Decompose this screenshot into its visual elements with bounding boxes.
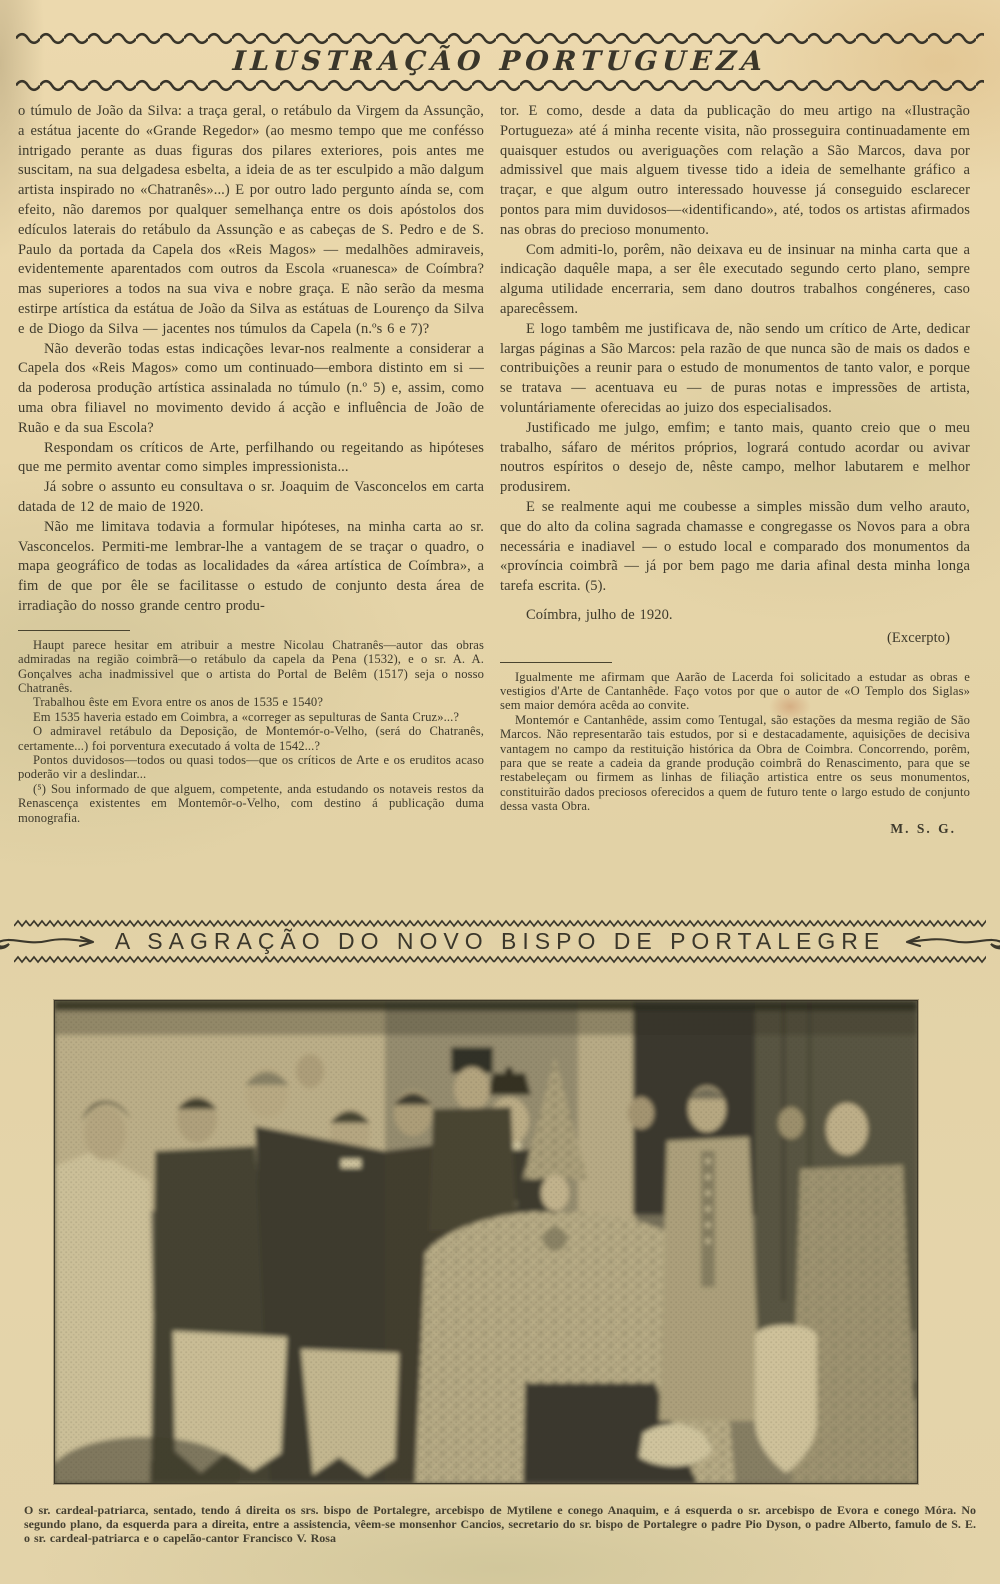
paragraph: o túmulo de João da Silva: a traça geral, o retábulo da Virgem da Assunção, a estátua jacente do «Grande Regedor» (ao mesmo tempo que me confésso intrigado perante as duas figuras dos pilares exteriores, pois antes me suscitam, na sua delgadesa esbelta, a ideia de as ter esculpido a mão dalgum artista inspirado no «Chatranês»...) E por outro lado pergunto aínda se, com efeito, não daremos por qualquer semelhança entre os dois apóstolos dos edículos laterais do retábulo da Assunção e as cabeças de S. Pedro e de S. Paulo da portada da Capela dos «Reis Magos» — medalhões admiraveis, evidentemente aparentados com outros da Escola «ruanesca» de Coímbra? mas superiores a todos na sua viva e nobre graça. E não serão da mesma estirpe artística da estátua de João da Silva as estátuas de Lourenço da Silva e de Diogo da Silva — jacentes nos túmulos da Capela (n.ºs 6 e 7)?: [18, 103, 484, 337]
footnote: Pontos duvidosos—todos ou quasi todos—que os críticos de Arte e os eruditos acaso poderão vir a deslindar...: [18, 752, 484, 782]
dateline: Coímbra, julho de 1920.: [526, 606, 673, 623]
paragraph: Com admiti-lo, porêm, não deixava eu de insinuar na minha carta que a indicação daquêle mapa, a ser êle executado segundo certo plano, sempre alguma utilidade encerraria, sem dano doutros trabalhos congéneres, caso aparecêssem.: [500, 241, 970, 317]
footnotes-right: [500, 670, 970, 814]
paragraph: Já sobre o assunto eu consultava o sr. Joaquim de Vasconcelos em carta datada de 12 de maio de 1920.: [18, 479, 484, 515]
paragraph: E se realmente aqui me coubesse a simples missão dum velho arauto, que do alto da colina sagrada chamasse e congregasse os Novos para a obra necessária e inadiavel — o estudo local e comparado dos monumentos da «província coimbrã — já por bem pago me daria afinal desta minha longa tarefa escrita. (5).: [500, 498, 970, 595]
paragraph: Respondam os críticos de Arte, perfilhando ou regeitando as hipóteses que me permito aventar como simples impressionista...: [18, 439, 484, 476]
zigzag-rule-bottom: [14, 955, 986, 964]
magazine-title: ILUSTRAÇÃO PORTUGUEZA: [231, 46, 769, 77]
wavy-rule-top: [16, 32, 984, 45]
consecration-photograph: [54, 1000, 918, 1484]
flourish-ornament-right: [901, 932, 1000, 952]
excerpt-signoff: (Excerpto): [887, 629, 950, 646]
paragraph: Justificado me julgo, emfim; e tanto mais, quanto creio que o meu trabalho, sáfaro de méritos próprios, logrará contudo acordar ou avivar noutros espíritos o desejo de, nêste campo, melhor labutarem e melhor produsirem.: [500, 419, 970, 496]
section-header: [14, 919, 986, 964]
footnote: Igualmente me afirmam que Aarão de Lacerda foi solicitado a estudar as obras e vestigios d'Arte de Cantanhêde. Faço votos por que o autor de «O Templo dos Siglas» sem maior demóra acêda ao convite.: [500, 669, 970, 713]
footnote: Em 1535 haveria estado em Coimbra, a «correger as sepulturas de Santa Cruz»...?: [33, 709, 460, 724]
masthead: [16, 32, 984, 92]
footnote: Trabalhou êste em Evora entre os anos de 1535 e 1540?: [33, 695, 324, 710]
zigzag-rule-top: [14, 919, 986, 928]
footnote: Montemór e Cantanhêde, assim como Tentugal, são estações da mesma região de São Marcos. Não representarão tais estudos, por si e destacadamente, aquisições de decisiva vantagem no campo da restituição histórica da Obra de Coimbra. Concorrendo, porêm, para que se reate a cadeia da grande produção coimbrã do Renascimento, para que se restabeleçam ou firmem as linhas de filiação artistica entre os seus monumentos, constituirão dados preciosos oferecidos a quem de futuro tente o largo estudo de conjunto dessa vasta Obra.: [500, 712, 970, 814]
section-title: A SAGRAÇÃO DO NOVO BISPO DE PORTALEGRE: [114, 928, 886, 954]
flourish-ornament-left: [0, 932, 99, 952]
author-initials: M. S. G.: [890, 820, 956, 836]
footnote-separator: [18, 630, 130, 631]
wavy-rule-bottom: [16, 79, 984, 92]
article-column-left: [18, 102, 484, 825]
footnote: O admiravel retábulo da Deposição, de Montemór-o-Velho, (será do Chatranês, certamente...) foi porventura executado á volta de 1542...?: [18, 724, 484, 753]
footnote: (⁵) Sou informado de que alguem, competente, anda estudando os notaveis restos da Renascença existentes em Montemôr-o-Velho, com destino á publicação duma monografia.: [18, 781, 484, 825]
footnotes-left: [18, 638, 484, 825]
paragraph: Não me limitava todavia a formular hipóteses, na minha carta ao sr. Vasconcelos. Permiti-me lembrar-lhe a vantagem de se traçar o quadro, o mapa geográfico de todas as localidades da «área artística de Coímbra», a fim de que por êle se facilitasse o estudo de conjunto desta área de irradiação do nosso grande centro produ-: [18, 518, 484, 614]
paragraph: Não deverão todas estas indicações levar-nos realmente a considerar a Capela dos «Reis Magos» como um continuado—embora distinto em si — da poderosa produção artística assinalada no túmulo (n.º 5) e, assim, como uma obra filiavel no movimento devido á acção e influência de João de Ruão e da sua Escola?: [18, 340, 484, 436]
paragraph: tor. E como, desde a data da publicação do meu artigo na «Ilustração Portugueza» até á minha recente visita, não prosseguira continuadamente em quaisquer estudos ou averiguações com relação a São Marcos, dava por admissivel que mais alguem tivesse tido a ideia de semelhante gráfico a traçar, e que algum outro interessado houvesse já conseguido esclarecer pontos para mim duvidosos—«identificando», até, todos os artistas afirmados nas obras do precioso monumento.: [500, 103, 970, 238]
footnote: Haupt parece hesitar em atribuir a mestre Nicolau Chatranês—autor das obras admiradas na região coimbrã—o retábulo da capela da Pena (1532), e o sr. A. A. Gonçalves acha inadmissivel que o artista do Portal de Belêm (1517) seja o nosso Chatranês.: [18, 637, 484, 695]
paragraph: E logo tambêm me justificava de, não sendo um crítico de Arte, dedicar largas páginas a São Marcos: pela razão de que nunca são de mais os dados e contribuições a reunir para o estudo de monumentos de tanto valor, e porque se tratava — acentuava eu — de puras notas e impressões de artista, voluntáriamente oferecidas ao juizo dos especialisados.: [500, 320, 970, 416]
clergy-group-photo-illustration: [55, 1001, 917, 1483]
footnote-separator: [500, 662, 612, 663]
photo-caption: O sr. cardeal-patriarca, sentado, tendo á direita os srs. bispo de Portalegre, arcebispo de Mytilene e conego Anaquim, e á esquerda o sr. arcebispo de Evora e conego Móra. No segundo plano, da esquerda para a direita, entre a assistencia, vêem-se monsenhor Cancios, secretario do sr. bispo de Portalegre o padre Pio Dyson, o padre Alberto, famulo de S. E. o sr. cardeal-patriarca e o capelão-cantor Francisco V. Rosa: [24, 1503, 976, 1545]
article-column-right: [500, 102, 970, 838]
